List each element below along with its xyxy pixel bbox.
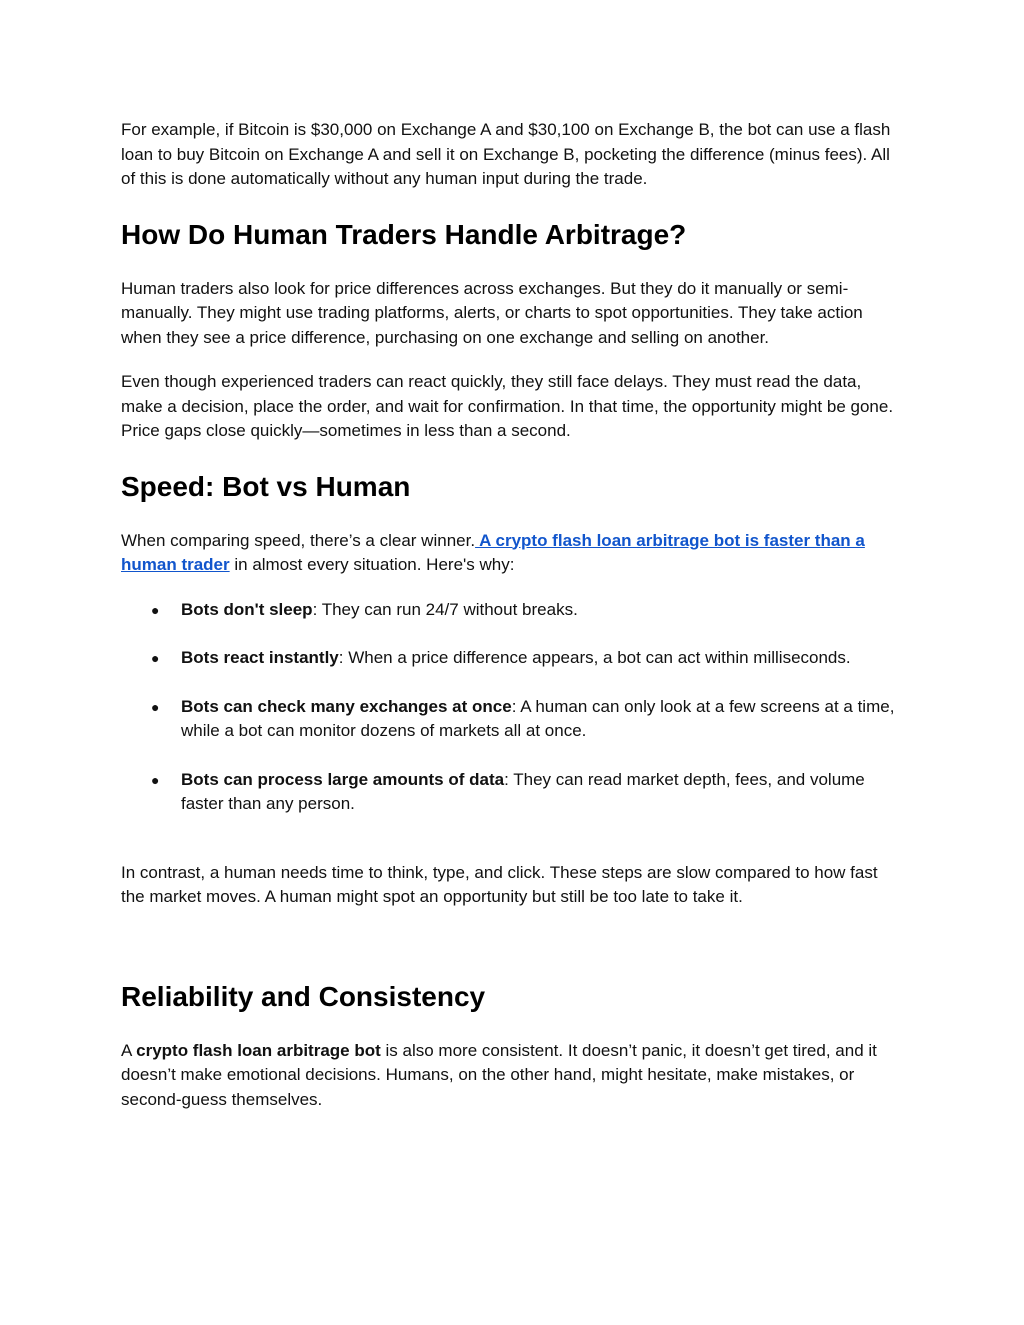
reliability-paragraph (121, 1039, 901, 1113)
intro-paragraph: For example, if Bitcoin is $30,000 on Exchange A and $30,100 on Exchange B, the bot can use a flash loan to buy Bitcoin on Exchange A and sell it on Exchange B, pocketing the difference (minus fees). All of this is done automatically without any human input during the trade. (121, 120, 891, 188)
list-item-text: : When a price difference appears, a bot can act within milliseconds. (338, 648, 851, 667)
heading-reliability: Reliability and Consistency (121, 980, 486, 1012)
bullet-icon: ● (151, 698, 160, 715)
bullet-icon: ● (151, 601, 160, 618)
list-item (121, 598, 901, 623)
reliability-text-after: is also more consistent. It doesn’t panic, it doesn’t get tired, and it doesn’t make emotional decisions. Humans, on the other hand, might hesitate, make mistakes, or second-guess themselves. (121, 1040, 877, 1109)
human-traders-paragraph-1: Human traders also look for price differences across exchanges. But they do it manually or semi-manually. They might use trading platforms, alerts, or charts to spot opportunities. They take action when they see a price difference, purchasing on one exchange and selling on another. (121, 278, 863, 347)
reliability-bold-term: crypto flash loan arbitrage bot (136, 1040, 381, 1060)
bullet-icon: ● (151, 771, 160, 788)
list-item (121, 695, 901, 744)
list-item-bold: Bots react instantly (181, 648, 339, 667)
list-item (121, 768, 901, 817)
contrast-paragraph: In contrast, a human needs time to think, type, and click. These steps are slow compared to how fast the market moves. A human might spot an opportunity but still be too late to take it. (121, 862, 878, 906)
speed-intro-before: When comparing speed, there’s a clear winner. (121, 530, 476, 550)
list-item-bold: Bots can process large amounts of data (181, 769, 505, 789)
speed-intro-paragraph (121, 529, 901, 578)
reliability-text-before: A (121, 1040, 137, 1060)
list-item-bold: Bots can check many exchanges at once (181, 696, 512, 716)
document-page (121, 118, 901, 1112)
heading-speed: Speed: Bot vs Human (121, 470, 411, 502)
bullet-icon: ● (151, 650, 160, 666)
bot-advantages-list (121, 598, 901, 817)
list-item-text: : They can read market depth, fees, and volume faster than any person. (181, 769, 865, 813)
list-item-text: : They can run 24/7 without breaks. (312, 599, 578, 619)
flash-loan-bot-link[interactable]: A crypto flash loan arbitrage bot is faster than a human trader (121, 530, 865, 574)
human-traders-paragraph-2: Even though experienced traders can react quickly, they still face delays. They must read the data, make a decision, place the order, and wait for confirmation. In that time, the opportunity might be gone. Price gaps close quickly—sometimes in less than a second. (121, 372, 894, 440)
speed-intro-after: in almost every situation. Here's why: (229, 555, 515, 574)
heading-human-traders: How Do Human Traders Handle Arbitrage? (121, 218, 687, 250)
list-item (121, 646, 901, 671)
list-item-bold: Bots don't sleep (181, 599, 313, 619)
list-item-text: : A human can only look at a few screens at a time, while a bot can monitor dozens of markets all at once. (181, 696, 895, 740)
